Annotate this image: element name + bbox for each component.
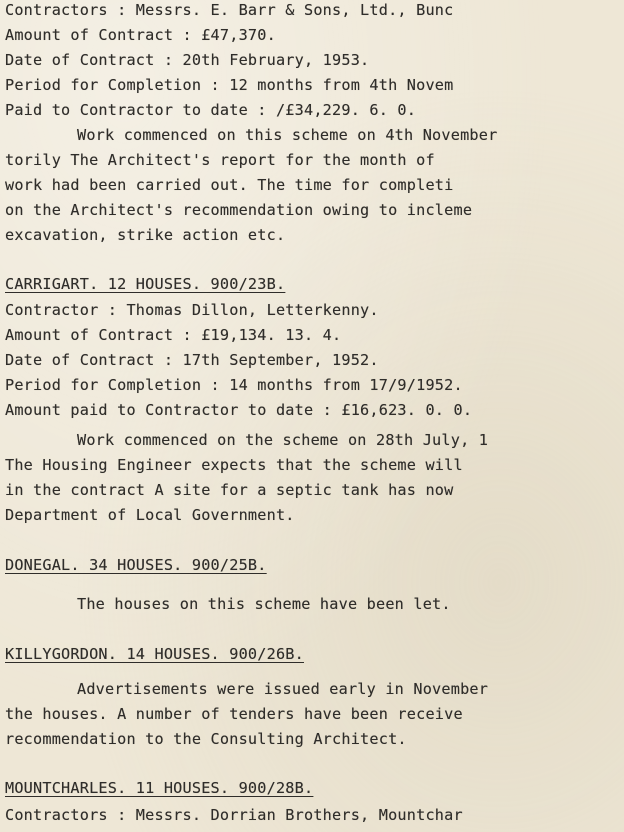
paragraph-line: Work commenced on the scheme on 28th July, 1 [77, 431, 489, 449]
date-of-contract-line: Date of Contract : 17th September, 1952. [5, 351, 379, 369]
section-heading-mountcharles: MOUNTCHARLES. 11 HOUSES. 900/28B. [5, 779, 314, 797]
paragraph-line: work had been carried out. The time for completi [5, 176, 454, 194]
contractors-line: Contractors : Messrs. Dorrian Brothers, Mountchar [5, 806, 463, 824]
period-for-completion-line: Period for Completion : 12 months from 4th Novem [5, 76, 454, 94]
contractor-line: Contractor : Thomas Dillon, Letterkenny. [5, 301, 379, 319]
paragraph-line: recommendation to the Consulting Architect. [5, 730, 407, 748]
paragraph-line: the houses. A number of tenders have been receive [5, 705, 463, 723]
paragraph-line: excavation, strike action etc. [5, 226, 286, 244]
contractors-line: Contractors : Messrs. E. Barr & Sons, Ltd., Bunc [5, 1, 454, 19]
section-heading-donegal: DONEGAL. 34 HOUSES. 900/25B. [5, 556, 267, 574]
period-for-completion-line: Period for Completion : 14 months from 17/9/1952. [5, 376, 463, 394]
section-heading-carrigart: CARRIGART. 12 HOUSES. 900/23B. [5, 275, 286, 293]
amount-of-contract-line: Amount of Contract : £19,134. 13. 4. [5, 326, 342, 344]
date-of-contract-line: Date of Contract : 20th February, 1953. [5, 51, 370, 69]
paragraph-line: Work commenced on this scheme on 4th November [77, 126, 498, 144]
section-heading-killygordon: KILLYGORDON. 14 HOUSES. 900/26B. [5, 645, 304, 663]
paragraph-line: in the contract A site for a septic tank has now [5, 481, 454, 499]
amount-paid-line: Amount paid to Contractor to date : £16,623. 0. 0. [5, 401, 473, 419]
paragraph-line: The Housing Engineer expects that the scheme will [5, 456, 463, 474]
paragraph-line: The houses on this scheme have been let. [77, 595, 451, 613]
paid-to-contractor-line: Paid to Contractor to date : /£34,229. 6. 0. [5, 101, 417, 119]
paragraph-line: torily The Architect's report for the month of [5, 151, 435, 169]
paragraph-line: on the Architect's recommendation owing to incleme [5, 201, 473, 219]
paragraph-line: Department of Local Government. [5, 506, 295, 524]
amount-of-contract-line: Amount of Contract : £47,370. [5, 26, 276, 44]
paragraph-line: Advertisements were issued early in November [77, 680, 489, 698]
